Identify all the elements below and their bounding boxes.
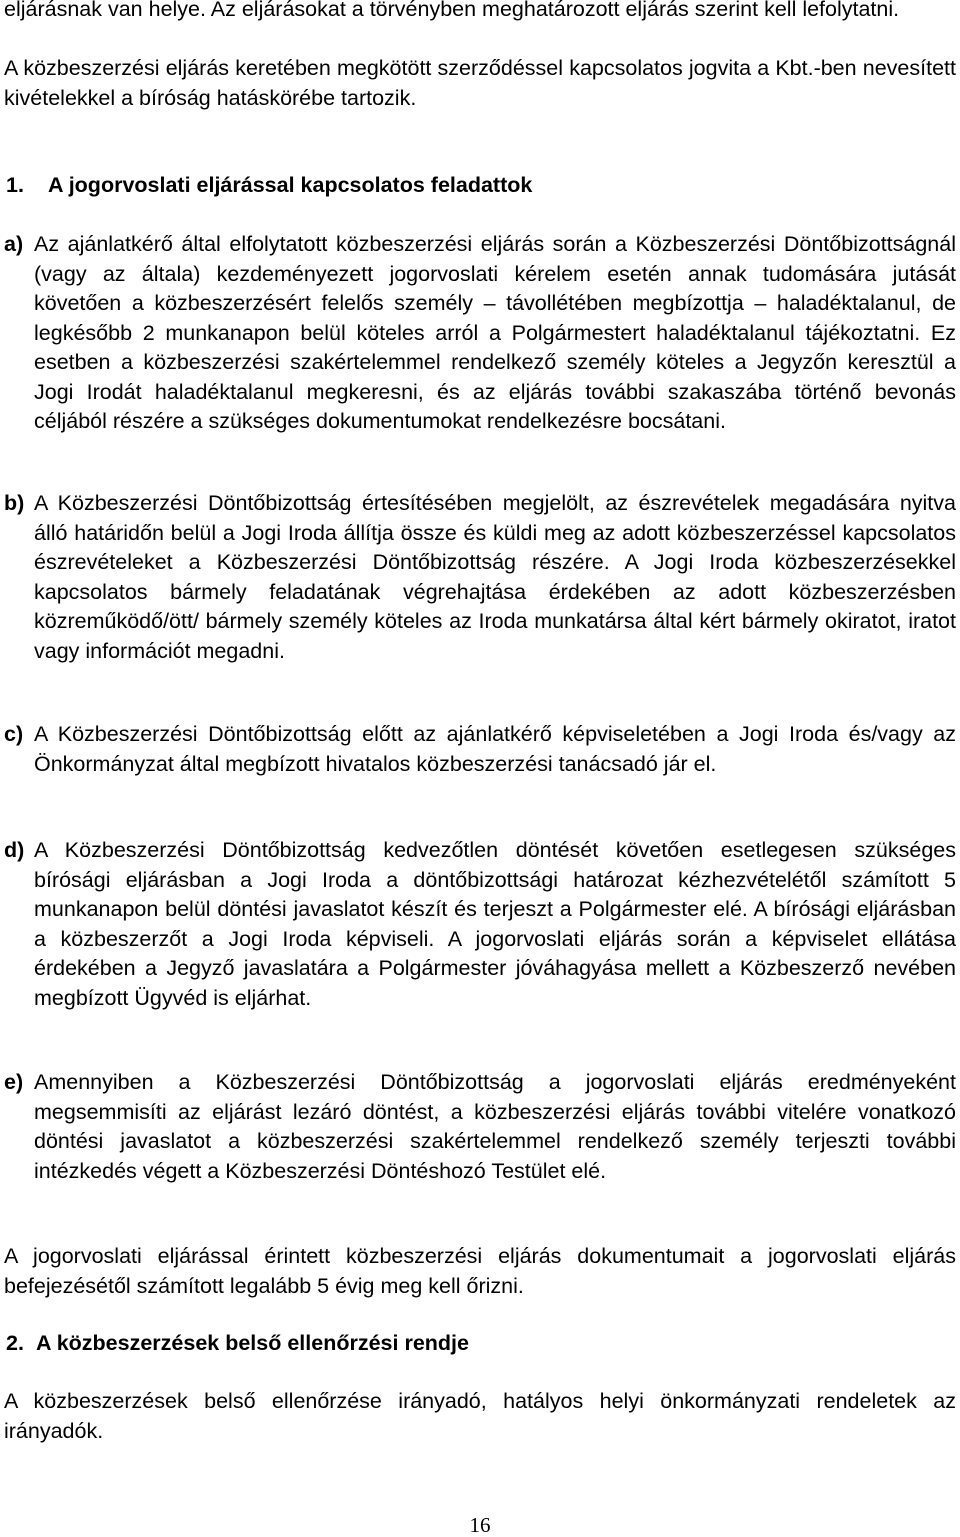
list-item-b-marker: b) bbox=[4, 491, 25, 515]
list-item-d bbox=[4, 836, 956, 1013]
section-1-number: 1. bbox=[6, 173, 24, 197]
list-item-a bbox=[4, 230, 956, 437]
list-item-b-text: A Közbeszerzési Döntőbizottság értesítésében megjelölt, az észrevételek megadására nyitva álló határidőn belül a Jogi Iroda állítja össze és küldi meg az adott közbeszerzéssel kapcsolatos észrevételeket a Közbeszerzési Döntőbizottság részére. A Jogi Iroda közbeszerzésekkel kapcsolatos bármely feladatának végrehajtása érdekében az adott közbeszerzésben közreműködő/ött/ bármely személy köteles az Iroda munkatársa által kért bármely okiratot, iratot vagy információt megadni. bbox=[34, 491, 956, 663]
list-item-c-text: A Közbeszerzési Döntőbizottság előtt az ajánlatkérő képviseletében a Jogi Iroda és/vagy az Önkormányzat által megbízott hivatalos közbeszerzési tanácsadó jár el. bbox=[34, 722, 956, 776]
intro-paragraph-1: eljárásnak van helye. Az eljárásokat a törvényben meghatározott eljárás szerint kell lefolytatni. bbox=[4, 0, 900, 21]
list-item-e-text: Amennyiben a Közbeszerzési Döntőbizottság a jogorvoslati eljárás eredményeként megsemmisíti az eljárást lezáró döntést, a közbeszerzési eljárás további vitelére vonatkozó döntési javaslatot a közbeszerzési szakértelemmel rendelkező személy terjeszti további intézkedés végett a Közbeszerzési Döntéshozó Testület elé. bbox=[34, 1070, 956, 1183]
section-2-heading bbox=[4, 1329, 469, 1359]
list-item-c bbox=[4, 720, 956, 779]
list-item-a-text: Az ajánlatkérő által elfolytatott közbeszerzési eljárás során a Közbeszerzési Döntőbizottságnál (vagy az általa) kezdeményezett jogorvoslati kérelem esetén annak tudomására jutását követően a közbeszerzésért felelős személy – távollétében megbízottja – haladéktalanul, de legkésőbb 2 munkanapon belül köteles arról a Polgármestert haladéktalanul tájékoztatni. Ez esetben a közbeszerzési szakértelemmel rendelkező személy köteles a Jegyzőn keresztül a Jogi Irodát haladéktalanul megkeresni, és az eljárás további szakaszába történő bevonás céljából részére a szükséges dokumentumokat rendelkezésre bocsátani. bbox=[34, 232, 956, 433]
list-item-e-marker: e) bbox=[4, 1070, 24, 1094]
list-item-b bbox=[4, 489, 956, 666]
list-item-d-text: A Közbeszerzési Döntőbizottság kedvezőtlen döntését követően esetlegesen szükséges bírósági eljárásban a Jogi Iroda a döntőbizottsági határozat kézhezvételétől számított 5 munkanapon belül döntési javaslatot készít és terjeszt a Polgármester elé. A bírósági eljárásban a közbeszerzőt a Jogi Iroda képviseli. A jogorvoslati eljárás során a képviselet ellátása érdekében a Jegyző javaslatára a Polgármester jóváhagyása mellett a Közbeszerző nevében megbízott Ügyvéd is eljárhat. bbox=[34, 838, 956, 1010]
list-item-c-marker: c) bbox=[4, 722, 24, 746]
section-1-title: A jogorvoslati eljárással kapcsolatos feladattok bbox=[48, 173, 533, 197]
section-1-heading bbox=[4, 171, 532, 201]
section-1-closing-paragraph: A jogorvoslati eljárással érintett közbeszerzési eljárás dokumentumait a jogorvoslati eljárás befejezésétől számított legalább 5 évig meg kell őrizni. bbox=[4, 1244, 956, 1298]
list-item-e bbox=[4, 1068, 956, 1186]
list-item-a-marker: a) bbox=[4, 232, 24, 256]
intro-paragraph-2: A közbeszerzési eljárás keretében megkötött szerződéssel kapcsolatos jogvita a Kbt.-ben nevesített kivételekkel a bíróság hatáskörébe tartozik. bbox=[4, 56, 956, 110]
section-2-title: A közbeszerzések belső ellenőrzési rendje bbox=[36, 1331, 469, 1355]
section-2-paragraph: A közbeszerzések belső ellenőrzése irányadó, hatályos helyi önkormányzati rendeletek az irányadók. bbox=[4, 1389, 956, 1443]
list-item-d-marker: d) bbox=[4, 838, 25, 862]
page-number: 16 bbox=[469, 1513, 491, 1537]
section-2-number: 2. bbox=[6, 1331, 24, 1355]
